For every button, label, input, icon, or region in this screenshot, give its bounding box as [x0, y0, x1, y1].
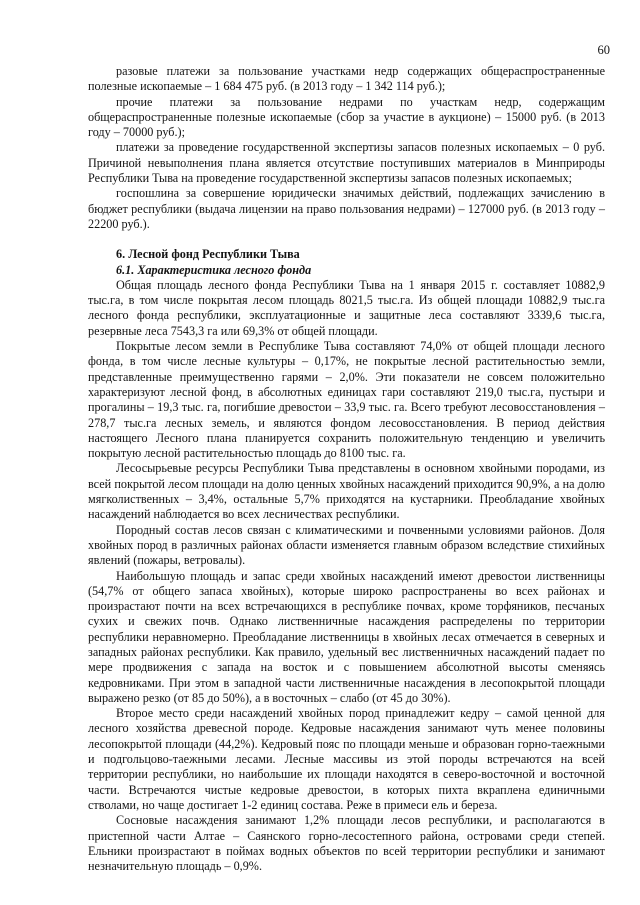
paragraph-species-composition: Породный состав лесов связан с климатическими и почвенными условиями районов. Доля хвойных пород в различных районах области изменяется главным образом вследствие стихийных явлений (пожары, ветровалы). — [88, 522, 605, 568]
fee-paragraph-state-duty: госпошлина за совершение юридически значимых действий, подлежащих зачислению в бюджет республики (выдача лицензии на право пользования недрами) – 127000 руб. (в 2013 году – 22200 руб.). — [88, 186, 605, 231]
paragraph-resources: Лесосырьевые ресурсы Республики Тыва представлены в основном хвойными породами, из всей покрытой лесом площади на долю ценных хвойных насаждений приходится 90,9%, а на долю мягколиственных – 3,4%, остальные 5,7% приходятся на кустарники. Преобладание хвойных насаждений наблюдается во всех лесничествах республики. — [88, 461, 605, 522]
fee-paragraph-onetime: разовые платежи за пользование участками недр содержащих общераспространенные полезные ископаемые – 1 684 475 руб. (в 2013 году – 1 342 114 руб.); — [88, 64, 605, 94]
paragraph-larch: Наибольшую площадь и запас среди хвойных насаждений имеют древостои лиственницы (54,7% от общего запаса хвойных), которые широко распространены во всех районах и произрастают почти на всех встречающихся в республике почвах, кроме торфяников, песчаных сухих и свежих почв. Однако лиственничные насаждения распределены по территории республики неравномерно. Преобладание лиственницы в хвойных лесах отмечается в северных и западных районах республики. Как правило, удельный вес лиственничных насаждений падает по мере продвижения с запада на восток и с повышением абсолютной высоты сменяясь кедровниками. При этом в западной части лиственничные насаждения в лесопокрытой площади выражено резко (от 85 до 50%), а в восточных – слабо (от 45 до 30%). — [88, 568, 605, 705]
paragraph-pine-spruce: Сосновые насаждения занимают 1,2% площади лесов республики, и располагаются в пристепной части Алтае – Саянского горно-лесостепного района, островами среди степей. Ельники произрастают в поймах водных объектов по всей территории республики и занимают незначительную площадь – 0,9%. — [88, 813, 605, 874]
paragraph-total-area: Общая площадь лесного фонда Республики Тыва на 1 января 2015 г. составляет 10882,9 тыс.га, в том числе покрытая лесом площадь 8021,5 тыс.га. Из общей площади 10882,9 тыс.га лесного фонда республики, эксплуатационные и защитные леса составляют 3339,6 тыс.га, резервные леса 7543,3 га или 69,3% от общей площади. — [88, 277, 605, 338]
paragraph-forest-cover: Покрытые лесом земли в Республике Тыва составляют 74,0% от общей площади лесного фонда, в том числе лесные культуры – 0,17%, не покрытые лесной растительностью земли, представленные преимущественно гарями – 2,0%. Эти показатели не совсем положительно характеризуют лесной фонд, в абсолютных единицах гари составляют 219,0 тыс.га, пустыри и прогалины – 19,3 тыс. га, погибшие древостои – 33,9 тыс. га. Всего требуют лесовосстановления – 278,7 тыс.га лесных земель, и являются фондом лесовосстановления. В период действия настоящего Лесного плана планируется сохранить положительную тенденцию и увеличить покрытую лесной растительностью площадь до 8100 тыс. га. — [88, 339, 605, 461]
fee-paragraph-auction: прочие платежи за пользование недрами по участкам недр, содержащим общераспространенные полезные ископаемые (сбор за участие в аукционе) – 15000 руб. (в 2013 году – 70000 руб.); — [88, 94, 605, 140]
paragraph-cedar: Второе место среди насаждений хвойных пород принадлежит кедру – самой ценной для лесного хозяйства древесной породе. Кедровые насаждения занимают чуть менее половины лесопокрытой площади (44,2%). Кедровый пояс по площади меньше и образован горно-таежными и подгольцово-таежными лесами. Лесные массивы из этой породы встречаются на всей территории республики, но наибольшие их площади находятся в северо-восточной и восточной части. Встречаются чистые кедровые древостои, в которых пихта вкраплена единичными стволами, но чаще достигает 1-2 единиц состава. Реже в примеси ель и береза. — [88, 706, 605, 812]
section-heading: 6. Лесной фонд Республики Тыва — [116, 247, 300, 262]
fee-paragraph-expertise: платежи за проведение государственной экспертизы запасов полезных ископаемых – 0 руб. Причиной невыполнения плана является отсутствие поступивших материалов в Минприроды Республики Тыва на проведение государственной экспертизы запасов полезных ископаемых; — [88, 140, 605, 186]
subsection-heading: 6.1. Характеристика лесного фонда — [116, 262, 312, 277]
page-content — [88, 64, 605, 874]
page-number: 60 — [597, 43, 610, 57]
